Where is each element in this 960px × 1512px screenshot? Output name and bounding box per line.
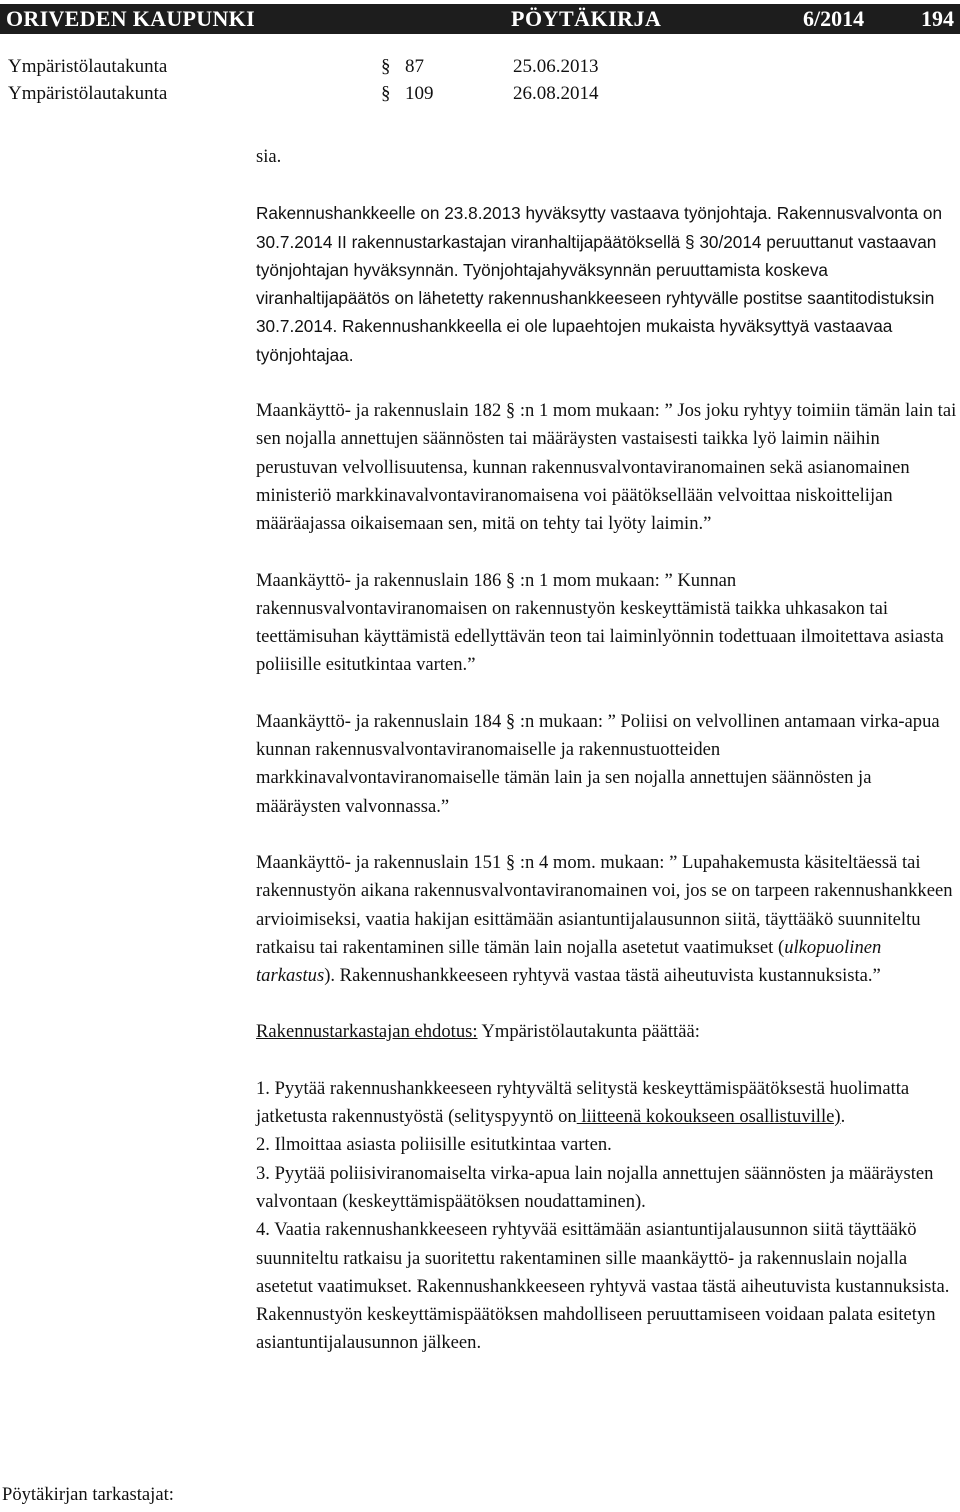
meeting-date: 26.08.2014 xyxy=(513,83,599,104)
proposal-label: Rakennustarkastajan ehdotus: xyxy=(256,1021,478,1043)
decision-item-2: 2. Ilmoittaa asiasta poliisille esitutkintaa varten. xyxy=(256,1134,612,1156)
continued-text: sia. xyxy=(256,146,282,167)
attachment-reference: liitteenä kokoukseen osallistuville) xyxy=(576,1106,841,1128)
law-citation-186: Maankäyttö- ja rakennuslain 186 § :n 1 mom mukaan: ” Kunnan rakennusvalvontaviranomaisen on rakennustyön keskeyttämistä taikka uhkasakon tai teettämisuhan käyttämistä edellyttävän teon tai laiminlyönnin todettuaan ilmoitettava asiasta poliisille esitutkintaa varten.” xyxy=(256,569,944,676)
decision-item-1: 1. Pyytää rakennushankkeeseen ryhtyvältä selitystä keskeyttämispäätöksestä huolimatta jatketusta rakennustyöstä (selityspyyntö on liitteenä kokoukseen osallistuville). xyxy=(256,1077,910,1128)
document-body xyxy=(256,143,958,1358)
decision-item-3: 3. Pyytää poliisiviranomaiselta virka-apua lain nojalla annettujen säännösten ja määräysten valvontaan (keskeyttämispäätöksen noudattaminen). xyxy=(256,1162,934,1212)
organization-name: ORIVEDEN KAUPUNKI xyxy=(6,6,255,31)
proposal-heading xyxy=(256,1018,958,1046)
section-sign: § xyxy=(381,83,391,104)
proposal-text: Ympäristölautakunta päättää: xyxy=(477,1021,700,1043)
section-number: 109 xyxy=(405,83,434,104)
meeting-date: 25.06.2013 xyxy=(513,56,599,77)
background-paragraph: Rakennushankkeelle on 23.8.2013 hyväksytty vastaava työnjohtaja. Rakennusvalvonta on 30.7.2014 II rakennustarkastajan viranhaltijapäätöksellä § 30/2014 peruuttanut vastaavan työnjohtajan hyväksynnän. Työnjohtajahyväksynnän peruuttamista koskeva viranhaltijapäätös on lähetetty rakennushankkeeseen ryhtyvälle postitse saantitodistuksin 30.7.2014. Rakennushankkeella ei ole lupaehtojen mukaista hyväksyttyä vastaavaa työnjohtajaa. xyxy=(256,203,943,365)
page-header-bar xyxy=(0,4,960,34)
law-citation-151: Maankäyttö- ja rakennuslain 151 § :n 4 mom. mukaan: ” Lupahakemusta käsiteltäessä tai rakennustyön aikana rakennusvalvontaviranomainen voi, jos se on tarpeen rakennushankkeen arvioimiseksi, vaatia hakijan esittämään asiantuntijalausunnon siitä, täyttääkö suunniteltu ratkaisu tai rakentaminen sille tämän lain nojalla asetetut vaatimukset (ulkopuolinen tarkastus). Rakennushankkeeseen ryhtyvä vastaa tästä aiheutuvista kustannuksista.” xyxy=(256,851,953,987)
page-number: 194 xyxy=(921,6,954,31)
decision-item-4: 4. Vaatia rakennushankkeeseen ryhtyvää esittämään asiantuntijalausunnon siitä täyttääkö suunniteltu ratkaisu ja suoritettu rakentaminen sille maankäyttö- ja rakennuslain nojalla asetetut vaatimukset. Rakennushankkeeseen ryhtyvä vastaa tästä aiheutuvista kustannuksista. Rakennustyön keskeyttämispäätöksen mahdolliseen peruuttamiseen voidaan palata esitetyn asiantuntijalausunnon jälkeen. xyxy=(256,1219,950,1354)
minutes-checkers-label: Pöytäkirjan tarkastajat: xyxy=(2,1484,174,1505)
meeting-board: Ympäristölautakunta xyxy=(8,56,168,77)
italic-term: ulkopuolinen tarkastus xyxy=(256,936,882,987)
section-number: 87 xyxy=(405,56,424,77)
law-citation-184: Maankäyttö- ja rakennuslain 184 § :n mukaan: ” Poliisi on velvollinen antamaan virka-apua kunnan rakennusvalvontaviranomaiselle ja rakennustuotteiden markkinavalvontaviranomaiselle tämän lain ja sen nojalla annettujen säännösten ja määräysten valvonnassa.” xyxy=(256,710,940,817)
meeting-board: Ympäristölautakunta xyxy=(8,83,168,104)
section-sign: § xyxy=(381,56,391,77)
law-citation-182: Maankäyttö- ja rakennuslain 182 § :n 1 mom mukaan: ” Jos joku ryhtyy toimiin tämän lain tai sen nojalla annettujen säännösten tai määräysten vastaisesti taikka lyö laimin näihin perustuvan velvollisuutensa, kunnan rakennusvalvontaviranomainen sekä asianomainen ministeriö markkinavalvontaviranomaisena voi päätöksellään velvoittaa niskoittelijan määräajassa oikaisemaan sen, mitä on tehty tai lyöty laimin.” xyxy=(256,400,957,535)
protocol-issue: 6/2014 xyxy=(803,6,865,31)
document-type: PÖYTÄKIRJA xyxy=(511,6,662,31)
